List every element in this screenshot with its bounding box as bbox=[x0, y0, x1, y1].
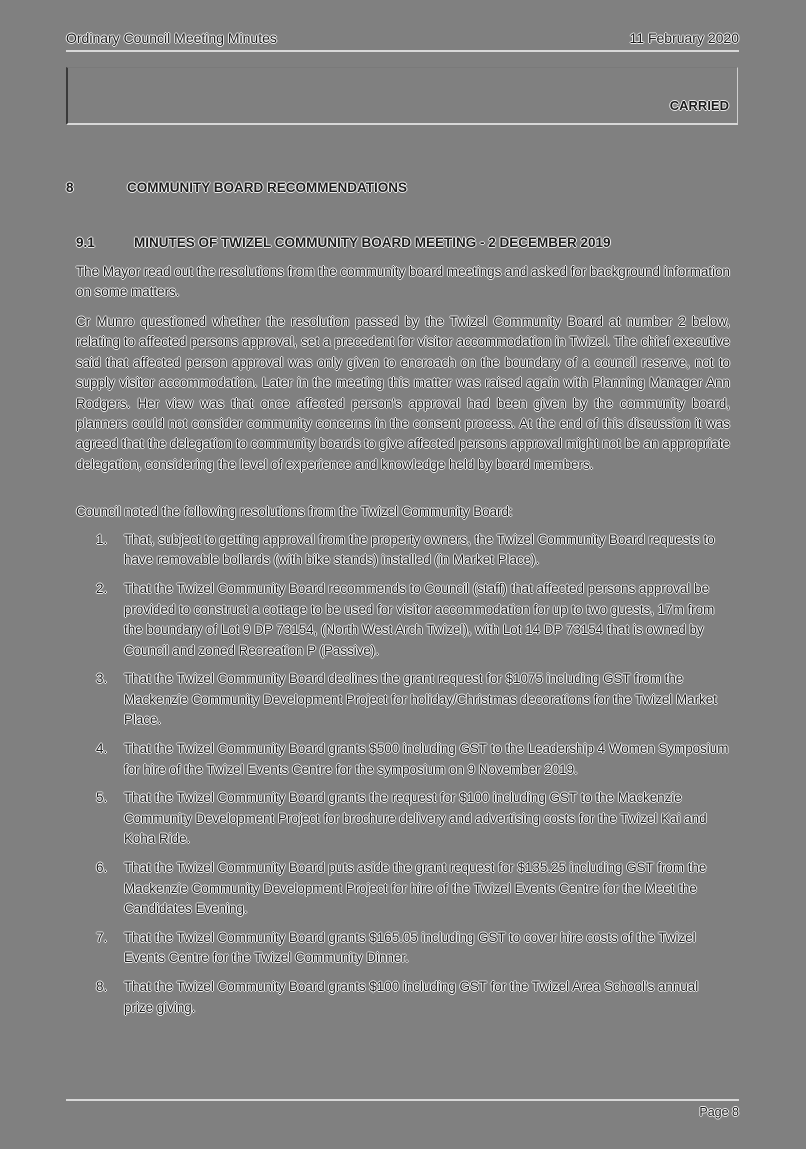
document-title: Ordinary Council Meeting Minutes bbox=[66, 30, 277, 46]
resolution-text: That the Twizel Community Board puts aside the grant request for $135.25 including GST from the Mackenzie Community Development Project for hire of the Twizel Events Centre for the Meet the Candidates Evening. bbox=[124, 860, 707, 916]
resolution-text: That the Twizel Community Board grants $100 including GST for the Twizel Area School's annual prize giving. bbox=[124, 979, 699, 1015]
list-marker: 2. bbox=[96, 581, 108, 597]
section-title: COMMUNITY BOARD RECOMMENDATIONS bbox=[127, 180, 407, 195]
subsection-title: MINUTES OF TWIZEL COMMUNITY BOARD MEETING - 2 DECEMBER 2019 bbox=[134, 235, 611, 250]
carried-label: CARRIED bbox=[669, 98, 729, 113]
resolution-item bbox=[96, 928, 730, 969]
resolutions-list bbox=[96, 530, 730, 1027]
list-marker: 6. bbox=[96, 860, 108, 876]
footer-divider bbox=[66, 1099, 739, 1101]
resolution-text: That the Twizel Community Board declines the grant request for $1075 including GST from the Mackenzie Community Development Project for holiday/Christmas decorations for the Twizel Market Place. bbox=[124, 671, 717, 728]
section-heading bbox=[66, 180, 407, 195]
resolution-item bbox=[96, 579, 730, 661]
list-marker: 4. bbox=[96, 741, 108, 757]
paragraph-cr-munro: Cr Munro questioned whether the resolution passed by the Twizel Community Board at number 2 below, relating to affected persons approval, set a precedent for visitor accommodation in Twizel. The chief executive said that affected person approval was only given to encroach on the boundary of a council reserve, not to supply visitor accommodation. Later in the meeting this matter was raised again with Planning Manager Ann Rodgers. Her view was that once affected person's approval had been given by the community board, planners could not consider community concerns in the consent process. At the end of this discussion it was agreed that the delegation to community boards to give affected persons approval might not be an appropriate delegation, considering the level of experience and knowledge held by board members. bbox=[76, 314, 730, 472]
resolution-box bbox=[66, 67, 738, 125]
paragraph-council-noted: Council noted the following resolutions from the Twizel Community Board: bbox=[76, 504, 513, 519]
resolution-item bbox=[96, 858, 730, 919]
resolution-text: That the Twizel Community Board grants the request for $100 including GST to the Mackenzie Community Development Project for brochure delivery and advertising costs for the Twizel Kai and Koha Ride. bbox=[124, 790, 707, 847]
list-marker: 7. bbox=[96, 929, 108, 945]
list-marker: 1. bbox=[96, 532, 108, 547]
subsection-number: 9.1 bbox=[76, 235, 95, 250]
resolution-text: That, subject to getting approval from the property owners, the Twizel Community Board requests to have removable bollards (with bike stands) installed (in Market Place). bbox=[124, 532, 715, 568]
subsection-heading bbox=[76, 235, 611, 250]
page-header bbox=[66, 28, 739, 48]
list-marker: 8. bbox=[96, 979, 108, 995]
list-marker: 3. bbox=[96, 671, 108, 687]
resolution-item bbox=[96, 739, 730, 780]
resolution-item bbox=[96, 530, 730, 571]
resolution-item bbox=[96, 977, 730, 1018]
resolution-text: That the Twizel Community Board recommends to Council (staff) that affected persons approval be provided to construct a cottage to be used for visitor accommodation for up to two guests, 17m from the boundary of Lot 9 DP 73154, (North West Arch Twizel), with Lot 14 DP 73154 that is owned by Council and zoned Recreation P (Passive). bbox=[124, 581, 715, 658]
resolution-text: That the Twizel Community Board grants $165.05 including GST to cover hire costs of the Twizel Events Centre for the Twizel Community Dinner. bbox=[124, 929, 696, 966]
paragraph-mayor: The Mayor read out the resolutions from the community board meetings and asked for background information on some matters. bbox=[76, 264, 730, 300]
resolution-item bbox=[96, 788, 730, 849]
section-number: 8 bbox=[66, 180, 74, 195]
resolution-text: That the Twizel Community Board grants $500 including GST to the Leadership 4 Women Symposium for hire of the Twizel Events Centre for the symposium on 9 November 2019. bbox=[124, 741, 729, 777]
page-number: Page 8 bbox=[699, 1105, 739, 1119]
list-marker: 5. bbox=[96, 790, 108, 806]
header-divider bbox=[66, 50, 739, 52]
document-date: 11 February 2020 bbox=[629, 30, 739, 46]
resolution-item bbox=[96, 669, 730, 730]
